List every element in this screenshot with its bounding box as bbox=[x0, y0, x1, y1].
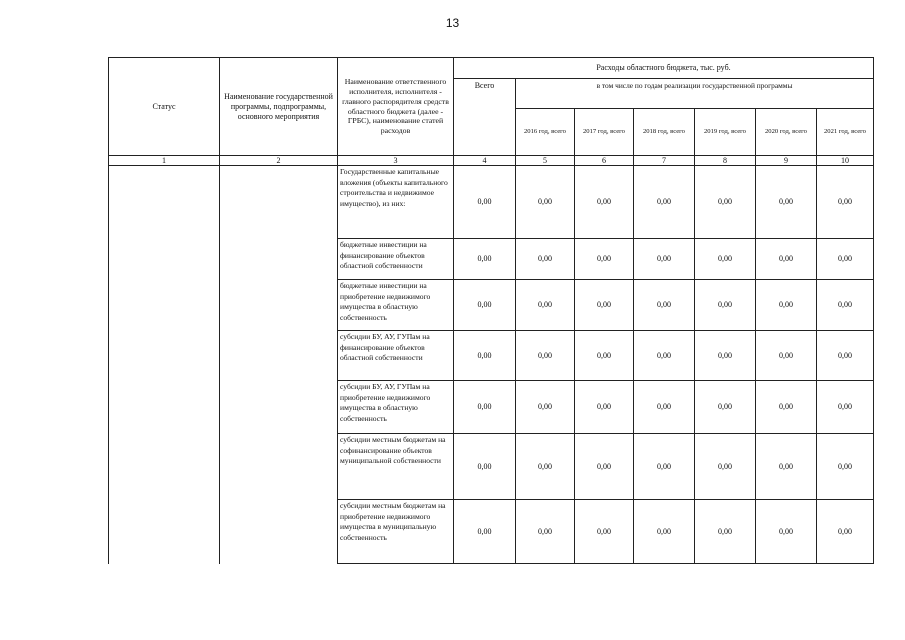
cell-2020: 0,00 bbox=[756, 381, 817, 434]
row-label: бюджетные инвестиции на финансирование объектов областной собственности bbox=[338, 239, 454, 280]
col-num-2: 2 bbox=[220, 156, 338, 166]
cell-2018: 0,00 bbox=[634, 381, 695, 434]
cell-total: 0,00 bbox=[454, 381, 516, 434]
cell-total: 0,00 bbox=[454, 331, 516, 381]
cell-2020: 0,00 bbox=[756, 500, 817, 564]
col-num-10: 10 bbox=[817, 156, 874, 166]
col-num-1: 1 bbox=[109, 156, 220, 166]
cell-2021: 0,00 bbox=[817, 280, 874, 331]
cell-2016: 0,00 bbox=[516, 280, 575, 331]
cell-2019: 0,00 bbox=[695, 331, 756, 381]
cell-2016: 0,00 bbox=[516, 331, 575, 381]
cell-2019: 0,00 bbox=[695, 166, 756, 239]
cell-2016: 0,00 bbox=[516, 239, 575, 280]
cell-2016: 0,00 bbox=[516, 434, 575, 500]
row-label: Государственные капитальные вложения (объекты капитального строительства и недвижимое имущество), из них: bbox=[338, 166, 454, 239]
cell-total: 0,00 bbox=[454, 280, 516, 331]
cell-2018: 0,00 bbox=[634, 331, 695, 381]
cell-2020: 0,00 bbox=[756, 434, 817, 500]
col-num-7: 7 bbox=[634, 156, 695, 166]
cell-total: 0,00 bbox=[454, 166, 516, 239]
cell-2018: 0,00 bbox=[634, 434, 695, 500]
cell-total: 0,00 bbox=[454, 500, 516, 564]
col-num-6: 6 bbox=[575, 156, 634, 166]
col-num-9: 9 bbox=[756, 156, 817, 166]
col-num-5: 5 bbox=[516, 156, 575, 166]
year-2020: 2020 год, всего bbox=[756, 109, 817, 156]
year-2016: 2016 год, всего bbox=[516, 109, 575, 156]
cell-2019: 0,00 bbox=[695, 500, 756, 564]
cell-2018: 0,00 bbox=[634, 500, 695, 564]
cell-2017: 0,00 bbox=[575, 434, 634, 500]
cell-2021: 0,00 bbox=[817, 500, 874, 564]
header-by-years: в том числе по годам реализации государственной программы bbox=[516, 79, 874, 109]
header-executor: Наименование ответственного исполнителя, исполнителя - главного распорядителя средств областного бюджета (далее - ГРБС), наименование статей расходов bbox=[338, 58, 454, 156]
cell-2019: 0,00 bbox=[695, 239, 756, 280]
program-name-cell bbox=[220, 166, 338, 564]
cell-2018: 0,00 bbox=[634, 166, 695, 239]
cell-2020: 0,00 bbox=[756, 166, 817, 239]
cell-2021: 0,00 bbox=[817, 381, 874, 434]
cell-2020: 0,00 bbox=[756, 280, 817, 331]
row-label: субсидии БУ, АУ, ГУПам на приобретение недвижимого имущества в областную собственность bbox=[338, 381, 454, 434]
col-num-8: 8 bbox=[695, 156, 756, 166]
row-label: бюджетные инвестиции на приобретение недвижимого имущества в областную собственность bbox=[338, 280, 454, 331]
cell-2016: 0,00 bbox=[516, 381, 575, 434]
status-cell bbox=[109, 166, 220, 564]
cell-2020: 0,00 bbox=[756, 331, 817, 381]
header-total: Всего bbox=[454, 79, 516, 156]
header-expenses: Расходы областного бюджета, тыс. руб. bbox=[454, 58, 874, 79]
col-num-4: 4 bbox=[454, 156, 516, 166]
cell-2021: 0,00 bbox=[817, 166, 874, 239]
cell-2016: 0,00 bbox=[516, 166, 575, 239]
header-status: Статус bbox=[109, 58, 220, 156]
cell-2019: 0,00 bbox=[695, 381, 756, 434]
year-2021: 2021 год, всего bbox=[817, 109, 874, 156]
header-program-name: Наименование государственной программы, подпрограммы, основного мероприятия bbox=[220, 58, 338, 156]
cell-2018: 0,00 bbox=[634, 280, 695, 331]
row-label: субсидии БУ, АУ, ГУПам на финансирование объектов областной собственности bbox=[338, 331, 454, 381]
cell-2017: 0,00 bbox=[575, 331, 634, 381]
cell-2017: 0,00 bbox=[575, 280, 634, 331]
cell-2021: 0,00 bbox=[817, 239, 874, 280]
col-num-3: 3 bbox=[338, 156, 454, 166]
cell-2018: 0,00 bbox=[634, 239, 695, 280]
cell-total: 0,00 bbox=[454, 239, 516, 280]
cell-2020: 0,00 bbox=[756, 239, 817, 280]
cell-2017: 0,00 bbox=[575, 239, 634, 280]
cell-2019: 0,00 bbox=[695, 280, 756, 331]
budget-table bbox=[108, 57, 874, 564]
year-2018: 2018 год, всего bbox=[634, 109, 695, 156]
cell-2017: 0,00 bbox=[575, 500, 634, 564]
year-2017: 2017 год, всего bbox=[575, 109, 634, 156]
cell-2016: 0,00 bbox=[516, 500, 575, 564]
cell-2021: 0,00 bbox=[817, 331, 874, 381]
row-label: субсидии местным бюджетам на софинансирование объектов муниципальной собственности bbox=[338, 434, 454, 500]
cell-2019: 0,00 bbox=[695, 434, 756, 500]
cell-total: 0,00 bbox=[454, 434, 516, 500]
cell-2017: 0,00 bbox=[575, 381, 634, 434]
year-2019: 2019 год, всего bbox=[695, 109, 756, 156]
table-row bbox=[109, 166, 874, 239]
cell-2021: 0,00 bbox=[817, 434, 874, 500]
page-number: 13 bbox=[445, 16, 460, 30]
cell-2017: 0,00 bbox=[575, 166, 634, 239]
row-label: субсидии местным бюджетам на приобретение недвижимого имущества в муниципальную собственность bbox=[338, 500, 454, 564]
